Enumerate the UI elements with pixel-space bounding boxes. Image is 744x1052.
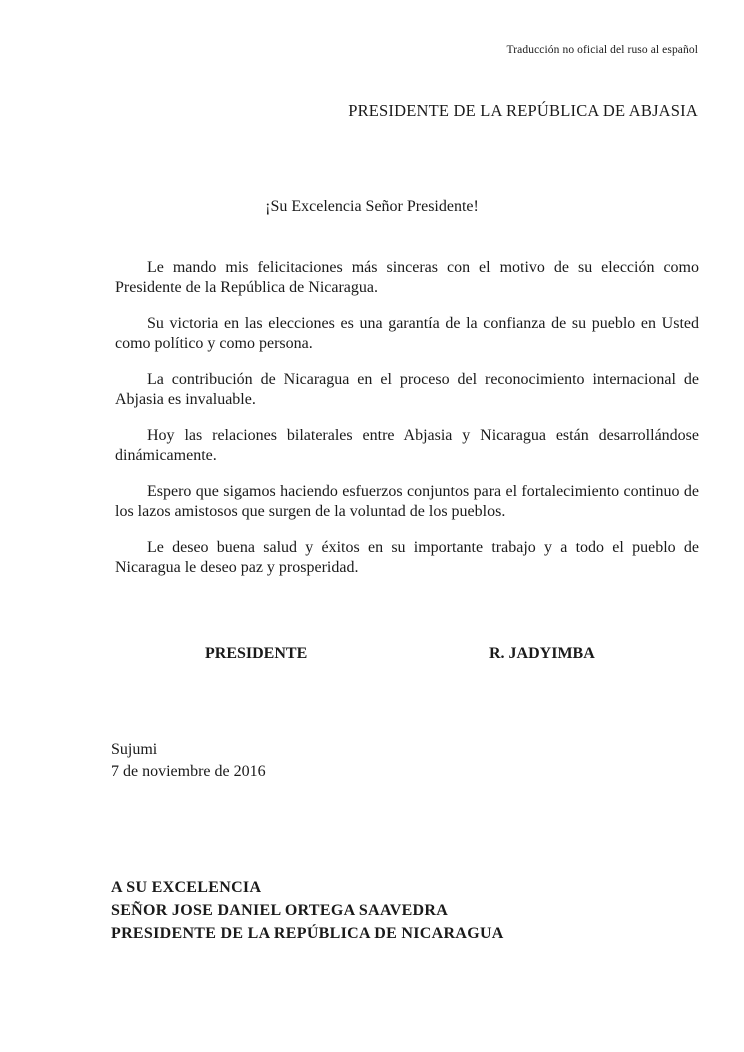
paragraph-2: Su victoria en las elecciones es una garantía de la confianza de su pueblo en Usted como político y como persona. [115, 315, 699, 352]
place: Sujumi [111, 741, 158, 758]
paragraph-3: La contribución de Nicaragua en el proceso del reconocimiento internacional de Abjasia es invaluable. [115, 371, 699, 408]
salutation: ¡Su Excelencia Señor Presidente! [265, 198, 479, 215]
signature-name: R. JADYIMBA [489, 645, 595, 662]
addressee-block [111, 876, 504, 945]
letter-body [115, 258, 699, 594]
paragraph-4: Hoy las relaciones bilaterales entre Abjasia y Nicaragua están desarrollándose dinámicamente. [115, 427, 699, 464]
place-date [111, 739, 266, 783]
addressee-line-3: PRESIDENTE DE LA REPÚBLICA DE NICARAGUA [111, 925, 504, 942]
addressee-line-2: SEÑOR JOSE DANIEL ORTEGA SAAVEDRA [111, 902, 449, 919]
sender-heading: PRESIDENTE DE LA REPÚBLICA DE ABJASIA [348, 101, 698, 120]
paragraph-6: Le deseo buena salud y éxitos en su importante trabajo y a todo el pueblo de Nicaragua le deseo paz y prosperidad. [115, 539, 699, 576]
translation-note: Traducción no oficial del ruso al español [506, 44, 698, 56]
date: 7 de noviembre de 2016 [111, 763, 266, 780]
signature-title: PRESIDENTE [205, 645, 308, 662]
addressee-line-1: A SU EXCELENCIA [111, 879, 262, 896]
paragraph-1: Le mando mis felicitaciones más sinceras con el motivo de su elección como Presidente de la República de Nicaragua. [115, 259, 699, 296]
paragraph-5: Espero que sigamos haciendo esfuerzos conjuntos para el fortalecimiento continuo de los lazos amistosos que surgen de la voluntad de los pueblos. [115, 483, 699, 520]
